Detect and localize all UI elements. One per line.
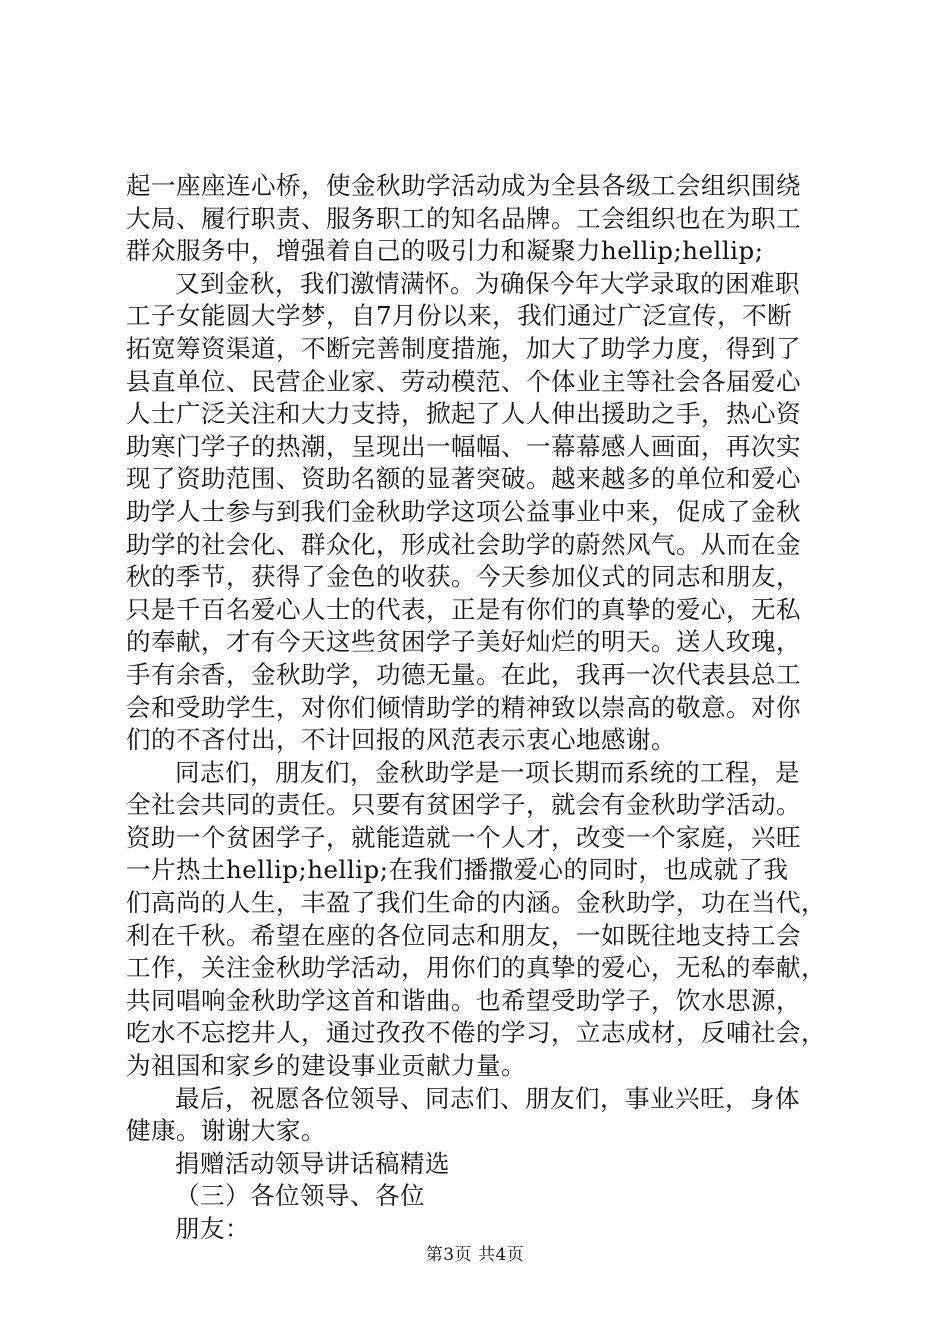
text-line: 手有余香，金秋助学，功德无量。在此，我再一次代表县总工 [126, 659, 801, 689]
text-line: 工作，关注金秋助学活动，用你们的真挚的爱心，无私的奉献， [126, 953, 826, 983]
text-line: 助学的社会化、群众化，形成社会助学的蔚然风气。从而在金 [126, 529, 801, 559]
text-line: 拓宽筹资渠道，不断完善制度措施，加大了助学力度，得到了 [126, 333, 801, 363]
text-line: 起一座座连心桥，使金秋助学活动成为全县各级工会组织围绕 [126, 171, 801, 200]
text-line: 大局、履行职责、服务职工的知名品牌。工会组织也在为职工 [126, 203, 801, 233]
text-line: 又到金秋，我们激情满怀。为确保今年大学录取的困难职 [175, 268, 800, 298]
text-line: 助学人士参与到我们金秋助学这项公益事业中来，促成了金秋 [126, 496, 801, 526]
text-line: 朋友： [175, 1214, 250, 1243]
text-line: 资助一个贫困学子，就能造就一个人才，改变一个家庭，兴旺 [126, 822, 801, 852]
text-line: 共同唱响金秋助学这首和谐曲。也希望受助学子，饮水思源， [126, 985, 801, 1015]
text-line: 健康。谢谢大家。 [126, 1116, 326, 1146]
body-text [126, 170, 836, 1246]
text-line: 一片热土hellip;hellip;在我们播撒爱心的同时，也成就了我 [126, 855, 789, 885]
text-line: 群众服务中，增强着自己的吸引力和凝聚力hellip;hellip; [126, 236, 764, 266]
text-line: 县直单位、民营企业家、劳动模范、个体业主等社会各届爱心 [126, 366, 801, 396]
page-footer: 第3页 共4页 [425, 1245, 525, 1265]
text-line: 利在千秋。希望在座的各位同志和朋友，一如既往地支持工会 [126, 920, 801, 950]
text-line: 为祖国和家乡的建设事业贡献力量。 [126, 1051, 526, 1081]
text-line: 人士广泛关注和大力支持，掀起了人人伸出援助之手，热心资 [126, 399, 801, 429]
text-line: 现了资助范围、资助名额的显著突破。越来越多的单位和爱心 [126, 464, 801, 494]
text-line: 助寒门学子的热潮，呈现出一幅幅、一幕幕感人画面，再次实 [126, 431, 801, 461]
text-line: 只是千百名爱心人士的代表，正是有你们的真挚的爱心，无私 [126, 594, 801, 624]
text-line: 吃水不忘挖井人，通过孜孜不倦的学习，立志成材，反哺社会， [126, 1018, 826, 1048]
text-line: 全社会共同的责任。只要有贫困学子，就会有金秋助学活动。 [126, 790, 801, 820]
text-line: 工子女能圆大学梦，自7月份以来，我们通过广泛宣传，不断 [126, 301, 793, 331]
text-line: 捐赠活动领导讲话稿精选 [175, 1148, 450, 1178]
text-line: 同志们，朋友们，金秋助学是一项长期而系统的工程，是 [175, 757, 800, 787]
text-line: 秋的季节，获得了金色的收获。今天参加仪式的同志和朋友， [126, 562, 801, 592]
text-line: 的奉献，才有今天这些贫困学子美好灿烂的明天。送人玫瑰， [126, 627, 801, 657]
text-line: 最后，祝愿各位领导、同志们、朋友们，事业兴旺，身体 [175, 1083, 800, 1113]
text-line: 会和受助学生，对你们倾情助学的精神致以崇高的敬意。对你 [126, 692, 801, 722]
text-line: 们的不吝付出，不计回报的风范表示衷心地感谢。 [126, 725, 676, 755]
text-line: 们高尚的人生，丰盈了我们生命的内涵。金秋助学，功在当代， [126, 888, 826, 918]
text-line: （三）各位领导、各位 [175, 1181, 425, 1211]
